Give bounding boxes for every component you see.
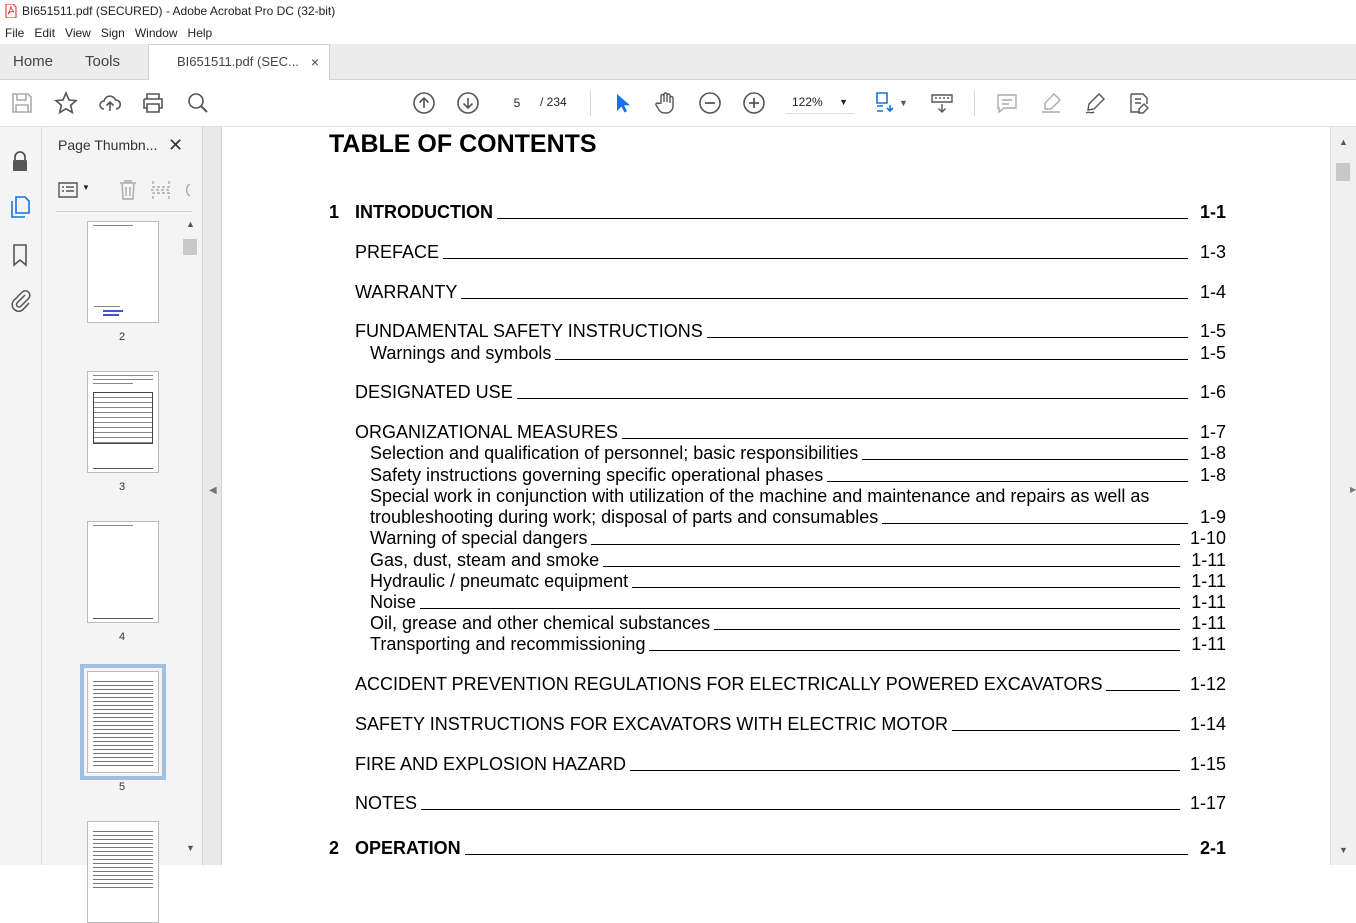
- page-thumbnail[interactable]: [87, 821, 159, 923]
- extract-pages-icon[interactable]: [150, 179, 172, 201]
- hand-tool-icon[interactable]: [654, 91, 678, 115]
- menu-window[interactable]: Window: [134, 26, 178, 40]
- toc-page-number: 1-5: [1199, 321, 1226, 341]
- toc-page-number: 1-15: [1189, 754, 1226, 774]
- toc-page-number: 1-9: [1199, 507, 1226, 527]
- toc-leader-line: [420, 608, 1180, 609]
- tab-tools[interactable]: Tools: [85, 53, 121, 70]
- toc-leader-line: [714, 629, 1180, 630]
- search-zoom-icon[interactable]: [186, 91, 210, 115]
- toc-entry[interactable]: [370, 465, 1226, 486]
- toc-entry[interactable]: [329, 838, 1226, 859]
- page-thumbnails-icon[interactable]: [8, 195, 32, 219]
- navigation-rail: [0, 127, 42, 865]
- toc-entry[interactable]: [355, 321, 1226, 342]
- toc-entry[interactable]: [370, 571, 1226, 592]
- chevron-down-icon: ▼: [839, 97, 848, 107]
- zoom-out-icon[interactable]: [698, 91, 722, 115]
- upload-cloud-icon[interactable]: [98, 91, 122, 115]
- toc-entry[interactable]: [355, 754, 1226, 775]
- toc-leader-line: [461, 298, 1188, 299]
- toc-entry-title: Warning of special dangers: [370, 528, 588, 548]
- toc-entry-title: Noise: [370, 592, 417, 612]
- tab-document-label: BI651511.pdf (SEC...: [177, 54, 299, 69]
- window-title: BI651511.pdf (SECURED) - Adobe Acrobat Pro DC (32-bit): [22, 4, 336, 18]
- thumbnail-label: 3: [118, 481, 126, 493]
- toc-entry-title: Safety instructions governing specific operational phases: [370, 465, 824, 485]
- collapse-arrow-icon[interactable]: ◀: [209, 485, 217, 496]
- toc-leader-line: [952, 730, 1180, 731]
- toc-page-number: 1-6: [1199, 382, 1226, 402]
- thumbnail-label: 4: [118, 631, 126, 643]
- comment-icon[interactable]: [995, 91, 1019, 115]
- toc-entry[interactable]: [370, 634, 1226, 655]
- bookmark-icon[interactable]: [8, 243, 32, 267]
- page-thumbnail[interactable]: [87, 521, 159, 623]
- toc-page-number: 1-8: [1199, 465, 1226, 485]
- toc-entry-title: Hydraulic / pneumatc equipment: [370, 571, 629, 591]
- menu-file[interactable]: File: [5, 26, 25, 40]
- page-thumbnail[interactable]: [87, 221, 159, 323]
- close-panel-icon[interactable]: ✕: [168, 135, 184, 155]
- toc-page-number: 1-3: [1199, 242, 1226, 262]
- document-scrollbar[interactable]: [1330, 127, 1356, 865]
- title-bar: [0, 0, 1356, 22]
- toc-leader-line: [622, 438, 1188, 439]
- toc-page-number: 1-12: [1189, 674, 1226, 694]
- toc-entry-title: ACCIDENT PREVENTION REGULATIONS FOR ELECTRICALLY POWERED EXCAVATORS: [355, 674, 1103, 694]
- toc-entry[interactable]: [370, 486, 1226, 507]
- document-view[interactable]: [222, 127, 1330, 865]
- toc-entry[interactable]: [355, 282, 1226, 303]
- toc-leader-line: [862, 459, 1188, 460]
- toc-entry[interactable]: [370, 550, 1226, 571]
- toc-entry[interactable]: [355, 422, 1226, 443]
- toc-leader-line: [882, 523, 1188, 524]
- total-pages: / 234: [540, 95, 567, 109]
- toc-page-number: 1-7: [1199, 422, 1226, 442]
- toc-entry[interactable]: [355, 793, 1226, 814]
- lock-icon[interactable]: [8, 150, 32, 174]
- select-cursor-icon[interactable]: [610, 91, 634, 115]
- menu-view[interactable]: View: [65, 26, 91, 40]
- menu-bar: [0, 22, 1356, 44]
- toc-entry-title: Warnings and symbols: [370, 343, 552, 363]
- toc-heading: TABLE OF CONTENTS: [329, 130, 597, 158]
- menu-edit[interactable]: Edit: [34, 26, 56, 40]
- toc-page-number: 1-11: [1191, 550, 1226, 570]
- page-thumbnail[interactable]: [87, 371, 159, 473]
- toc-entry-title: Oil, grease and other chemical substances: [370, 613, 711, 633]
- highlight-pen-icon[interactable]: [1039, 91, 1063, 115]
- page-thumbnail-selected[interactable]: [87, 671, 159, 773]
- scroll-down-icon[interactable]: ▼: [1339, 845, 1348, 855]
- scroll-up-icon[interactable]: ▲: [186, 219, 195, 229]
- toc-entry[interactable]: [370, 443, 1226, 464]
- toc-page-number: 2-1: [1199, 838, 1226, 858]
- toc-entry-title: troubleshooting during work; disposal of parts and consumables: [370, 507, 879, 527]
- toc-leader-line: [707, 337, 1188, 338]
- toc-page-number: 1-5: [1199, 343, 1226, 363]
- scroll-thumb[interactable]: [1336, 163, 1350, 181]
- toc-leader-line: [443, 258, 1188, 259]
- toc-entry[interactable]: [355, 674, 1226, 695]
- toc-page-number: 1-11: [1191, 613, 1226, 633]
- toc-entry-title: Selection and qualification of personnel; basic responsibilities: [370, 443, 859, 463]
- panel-toolbar: [56, 177, 192, 207]
- toc-page-number: 1-14: [1189, 714, 1226, 734]
- toc-entry[interactable]: [370, 613, 1226, 634]
- zoom-in-icon[interactable]: [742, 91, 766, 115]
- panel-title: Page Thumbn...: [58, 137, 158, 153]
- panel-splitter[interactable]: [202, 127, 222, 865]
- delete-icon[interactable]: [118, 179, 138, 201]
- page-layout-icon[interactable]: [874, 91, 898, 115]
- toc-leader-line: [649, 650, 1180, 651]
- tab-home[interactable]: Home: [13, 53, 54, 70]
- toc-entry-title: INTRODUCTION: [355, 202, 493, 222]
- toc-entry-title: FUNDAMENTAL SAFETY INSTRUCTIONS: [355, 321, 703, 341]
- toc-chapter-number: 2: [329, 838, 340, 858]
- panel-divider: [56, 211, 192, 212]
- toc-entry[interactable]: [355, 242, 1226, 263]
- toc-entry[interactable]: [370, 592, 1226, 613]
- toc-leader-line: [497, 218, 1188, 219]
- toc-page-number: 1-11: [1191, 634, 1226, 654]
- toc-entry-title: OPERATION: [355, 838, 461, 858]
- draw-sign-icon[interactable]: [1083, 91, 1107, 115]
- toc-entry-title: NOTES: [355, 793, 418, 813]
- toc-entry[interactable]: [370, 528, 1226, 549]
- toc-page-number: 1-11: [1191, 571, 1226, 591]
- toolbar-divider: [590, 90, 591, 116]
- toc-entry-title: Gas, dust, steam and smoke: [370, 550, 600, 570]
- star-icon[interactable]: [54, 91, 78, 115]
- toc-leader-line: [1106, 690, 1180, 691]
- tab-bar: [0, 44, 1356, 80]
- toc-leader-line: [591, 544, 1180, 545]
- toc-entry-title: PREFACE: [355, 242, 440, 262]
- pdf-app-icon: [5, 4, 17, 18]
- thumbnail-scrollbar[interactable]: [182, 217, 198, 857]
- toc-entry-title: ORGANIZATIONAL MEASURES: [355, 422, 619, 442]
- toc-leader-line: [517, 398, 1188, 399]
- options-menu-icon[interactable]: [58, 181, 78, 199]
- toc-leader-line: [827, 481, 1188, 482]
- chevron-down-icon[interactable]: ▼: [82, 183, 90, 192]
- zoom-level-value: 122%: [792, 95, 823, 109]
- toc-entry[interactable]: [355, 714, 1226, 735]
- toc-leader-line: [632, 587, 1180, 588]
- toc-page-number: 1-4: [1199, 282, 1226, 302]
- toc-leader-line: [630, 770, 1180, 771]
- toc-page-number: 1-8: [1199, 443, 1226, 463]
- toc-page-number: 1-1: [1199, 202, 1226, 222]
- save-icon[interactable]: [10, 91, 34, 115]
- toc-leader-line: [421, 809, 1180, 810]
- page-thumbnails-panel: [42, 127, 202, 865]
- page-number-input[interactable]: 5: [498, 90, 536, 114]
- toc-page-number: 1-10: [1189, 528, 1226, 548]
- menu-sign[interactable]: Sign: [100, 26, 125, 40]
- previous-page-icon[interactable]: [412, 91, 436, 115]
- toc-entry[interactable]: [370, 343, 1226, 364]
- tab-document[interactable]: [148, 44, 330, 81]
- toc-entry-title: WARRANTY: [355, 282, 458, 302]
- toc-entry-title: Special work in conjunction with utilization of the machine and maintenance and repairs as well as: [370, 486, 1150, 506]
- toc-entry-title: DESIGNATED USE: [355, 382, 513, 402]
- toc-leader-line: [465, 854, 1188, 855]
- scroll-up-icon[interactable]: ▲: [1339, 137, 1348, 147]
- expand-arrow-icon[interactable]: ▶: [1350, 485, 1356, 494]
- print-icon[interactable]: [141, 91, 165, 115]
- toc-entry-title: Transporting and recommissioning: [370, 634, 646, 654]
- rotate-icon[interactable]: [180, 179, 192, 201]
- toc-leader-line: [555, 359, 1188, 360]
- toolbar-divider: [974, 90, 975, 116]
- next-page-icon[interactable]: [456, 91, 480, 115]
- toc-entry[interactable]: [355, 382, 1226, 403]
- menu-help[interactable]: Help: [187, 26, 213, 40]
- zoom-level-select[interactable]: [786, 90, 854, 114]
- thumbnail-label: 5: [118, 781, 126, 793]
- attachment-icon[interactable]: [8, 288, 32, 312]
- toc-entry-title: SAFETY INSTRUCTIONS FOR EXCAVATORS WITH ELECTRIC MOTOR: [355, 714, 949, 734]
- thumbnail-label: 2: [118, 331, 126, 343]
- toc-entry[interactable]: [370, 507, 1226, 528]
- close-tab-icon[interactable]: ×: [310, 54, 319, 70]
- toc-chapter-number: 1: [329, 202, 340, 222]
- toc-page-number: 1-11: [1191, 592, 1226, 612]
- toc-entry[interactable]: [329, 202, 1226, 223]
- scroll-down-icon[interactable]: ▼: [186, 843, 195, 853]
- toc-entry-title: FIRE AND EXPLOSION HAZARD: [355, 754, 627, 774]
- fill-sign-icon[interactable]: [1127, 91, 1151, 115]
- toc-page-number: 1-17: [1189, 793, 1226, 813]
- scroll-mode-icon[interactable]: [930, 91, 954, 115]
- chevron-down-icon[interactable]: ▼: [899, 98, 908, 108]
- toc-leader-line: [603, 566, 1180, 567]
